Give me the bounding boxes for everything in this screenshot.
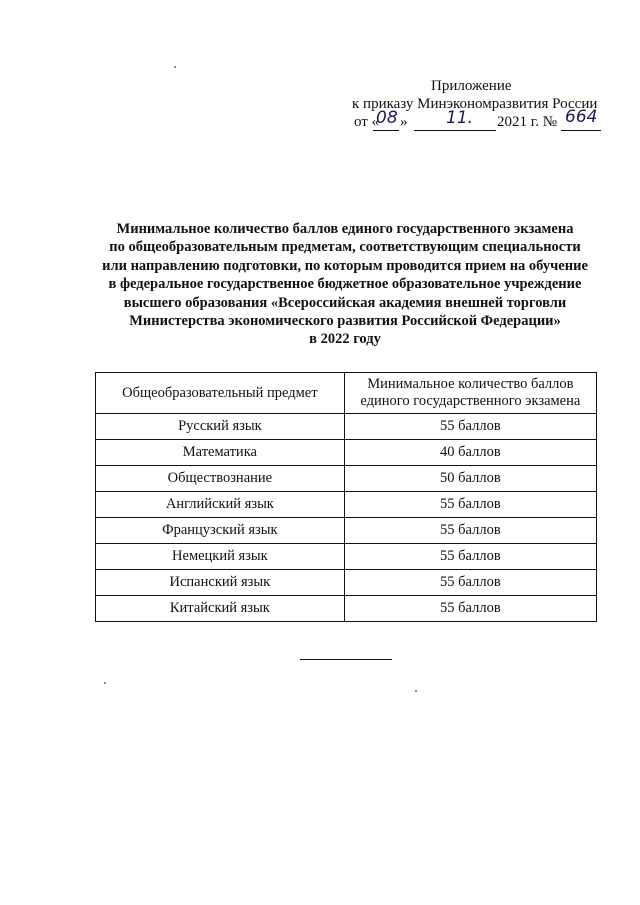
subject-cell: Немецкий язык bbox=[96, 544, 345, 570]
score-cell: 55 баллов bbox=[344, 518, 596, 544]
table-row bbox=[96, 596, 597, 622]
title-line: в федеральное государственное бюджетное образовательное учреждение bbox=[108, 276, 582, 293]
subject-cell: Английский язык bbox=[96, 492, 345, 518]
date-prefix: от « bbox=[354, 114, 380, 130]
table-row bbox=[96, 570, 597, 596]
handwritten-month: 11. bbox=[446, 108, 474, 128]
score-cell: 40 баллов bbox=[344, 440, 596, 466]
minimum-scores-table bbox=[95, 372, 597, 622]
day-underline bbox=[373, 130, 399, 131]
scan-speck bbox=[415, 690, 417, 692]
order-date-line bbox=[354, 107, 604, 136]
table-row bbox=[96, 544, 597, 570]
title-line: высшего образования «Всероссийская академия внешней торговли bbox=[123, 294, 567, 311]
title-line: Министерства экономического развития Российской Федерации» bbox=[129, 313, 561, 330]
title-line: по общеобразовательным предметам, соответствующим специальности bbox=[109, 239, 581, 256]
subject-cell: Математика bbox=[96, 440, 345, 466]
order-reference: к приказу Минэкономразвития России bbox=[352, 96, 598, 112]
subject-column-header bbox=[96, 373, 345, 414]
scan-speck bbox=[174, 66, 176, 68]
score-cell: 55 баллов bbox=[344, 596, 596, 622]
number-underline bbox=[561, 130, 601, 131]
handwritten-order-number: 664 bbox=[565, 107, 598, 127]
title-line: Минимальное количество баллов единого государственного экзамена bbox=[116, 221, 574, 237]
header-text: Минимальное количество баллов bbox=[367, 376, 574, 392]
header-text: Общеобразовательный предмет bbox=[122, 384, 318, 401]
header-text: единого государственного экзамена bbox=[360, 393, 581, 409]
handwritten-day: 08 bbox=[376, 108, 398, 128]
subject-cell: Испанский язык bbox=[96, 570, 345, 596]
year-and-number-label: 2021 г. № bbox=[497, 114, 558, 130]
date-quote-close: » bbox=[400, 114, 408, 130]
document-title bbox=[80, 220, 610, 349]
document-header bbox=[0, 0, 640, 140]
score-cell: 55 баллов bbox=[344, 492, 596, 518]
appendix-label: Приложение bbox=[431, 78, 512, 94]
table-row bbox=[96, 440, 597, 466]
title-line: или направлению подготовки, по которым проводится прием на обучение bbox=[102, 257, 588, 274]
end-of-document-divider bbox=[300, 659, 392, 660]
subject-cell: Китайский язык bbox=[96, 596, 345, 622]
scan-speck bbox=[104, 682, 106, 684]
table-header-row bbox=[96, 373, 597, 414]
month-underline bbox=[414, 130, 496, 131]
table-row bbox=[96, 466, 597, 492]
subject-cell: Обществознание bbox=[96, 466, 345, 492]
score-column-header bbox=[344, 373, 596, 414]
score-cell: 55 баллов bbox=[344, 570, 596, 596]
subject-cell: Французский язык bbox=[96, 518, 345, 544]
score-cell: 55 баллов bbox=[344, 414, 596, 440]
table-row bbox=[96, 518, 597, 544]
table-row bbox=[96, 414, 597, 440]
score-cell: 50 баллов bbox=[344, 466, 596, 492]
score-cell: 55 баллов bbox=[344, 544, 596, 570]
table-row bbox=[96, 492, 597, 518]
title-line: в 2022 году bbox=[309, 331, 381, 348]
subject-cell: Русский язык bbox=[96, 414, 345, 440]
